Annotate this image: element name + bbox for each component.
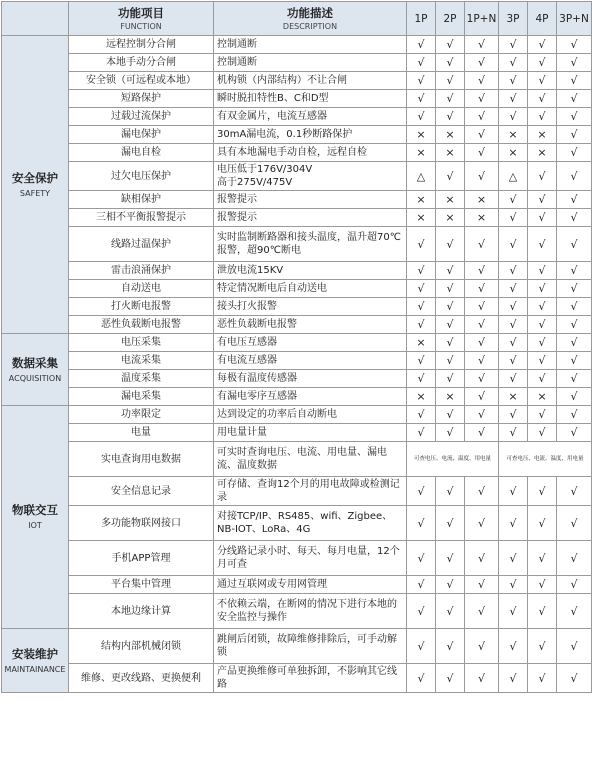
function-item: 线路过温保护 — [69, 227, 214, 262]
support-mark: √ — [528, 162, 557, 191]
category-cell — [2, 334, 69, 406]
support-mark: √ — [436, 664, 465, 693]
support-mark: √ — [528, 316, 557, 334]
function-item: 远程控制分合闸 — [69, 36, 214, 54]
function-description: 控制通断 — [214, 54, 407, 72]
function-item: 手机APP管理 — [69, 541, 214, 576]
function-description: 电压低于176V/304V 高于275V/475V — [214, 162, 407, 191]
support-mark: × — [528, 388, 557, 406]
function-item: 短路保护 — [69, 90, 214, 108]
table-row — [2, 144, 592, 162]
support-mark: × — [407, 388, 436, 406]
function-description: 瞬时脱扣特性B、C和D型 — [214, 90, 407, 108]
support-mark: √ — [557, 54, 592, 72]
support-mark: √ — [465, 54, 499, 72]
support-mark: √ — [528, 477, 557, 506]
support-mark: √ — [499, 298, 528, 316]
support-mark: √ — [436, 477, 465, 506]
header-col-1p: 1P — [407, 2, 436, 36]
support-mark: √ — [465, 334, 499, 352]
support-note: 可查电压、电流、温度、用电量 — [407, 442, 499, 477]
support-mark: √ — [557, 298, 592, 316]
support-mark: √ — [499, 72, 528, 90]
function-item: 电量 — [69, 424, 214, 442]
support-mark: √ — [436, 406, 465, 424]
function-description: 有电压互感器 — [214, 334, 407, 352]
support-mark: √ — [407, 477, 436, 506]
table-row — [2, 227, 592, 262]
table-row — [2, 370, 592, 388]
function-item: 三相不平衡报警提示 — [69, 209, 214, 227]
support-mark: √ — [557, 594, 592, 629]
support-mark: √ — [557, 370, 592, 388]
table-body — [2, 36, 592, 693]
support-mark: √ — [557, 227, 592, 262]
function-description: 用电量计量 — [214, 424, 407, 442]
function-description: 可存储、查询12个月的用电故障或检测记录 — [214, 477, 407, 506]
support-mark: √ — [499, 506, 528, 541]
support-mark: √ — [436, 541, 465, 576]
function-description: 分线路记录小时、每天、每月电量，12个月可查 — [214, 541, 407, 576]
support-mark: √ — [557, 209, 592, 227]
support-mark: √ — [407, 370, 436, 388]
support-mark: √ — [499, 191, 528, 209]
support-mark: √ — [499, 36, 528, 54]
support-mark: √ — [499, 352, 528, 370]
support-mark: √ — [528, 90, 557, 108]
function-item: 过载过流保护 — [69, 108, 214, 126]
support-mark: √ — [557, 664, 592, 693]
support-mark: √ — [436, 334, 465, 352]
support-mark: √ — [557, 388, 592, 406]
table-row — [2, 262, 592, 280]
category-cell — [2, 406, 69, 629]
support-mark: √ — [499, 209, 528, 227]
table-row — [2, 664, 592, 693]
support-mark: √ — [436, 370, 465, 388]
function-item: 电流采集 — [69, 352, 214, 370]
support-mark: × — [528, 126, 557, 144]
support-mark: √ — [528, 424, 557, 442]
support-mark: √ — [436, 280, 465, 298]
support-mark: √ — [499, 262, 528, 280]
category-name-en: IOT — [28, 521, 42, 530]
support-mark: √ — [499, 370, 528, 388]
support-mark: √ — [407, 406, 436, 424]
function-description: 有双金属片，电流互感器 — [214, 108, 407, 126]
header-description-zh: 功能描述 — [287, 5, 333, 20]
support-mark: √ — [436, 506, 465, 541]
table-row — [2, 406, 592, 424]
function-description: 报警提示 — [214, 209, 407, 227]
support-mark: × — [436, 191, 465, 209]
support-mark: √ — [557, 191, 592, 209]
support-mark: √ — [407, 108, 436, 126]
support-mark: √ — [465, 126, 499, 144]
table-row — [2, 280, 592, 298]
function-description: 通过互联网或专用网管理 — [214, 576, 407, 594]
support-mark: √ — [499, 424, 528, 442]
support-mark: × — [436, 144, 465, 162]
support-mark: √ — [528, 370, 557, 388]
table-row — [2, 126, 592, 144]
function-item: 平台集中管理 — [69, 576, 214, 594]
support-mark: √ — [557, 280, 592, 298]
category-name-en: ACQUISITION — [8, 373, 62, 383]
function-description: 具有本地漏电手动自检，远程自检 — [214, 144, 407, 162]
support-mark: √ — [499, 629, 528, 664]
support-mark: √ — [407, 576, 436, 594]
support-mark: √ — [436, 316, 465, 334]
function-description: 特定情况断电后自动送电 — [214, 280, 407, 298]
support-mark: √ — [528, 191, 557, 209]
function-description: 控制通断 — [214, 36, 407, 54]
support-mark: √ — [557, 506, 592, 541]
category-cell — [2, 629, 69, 693]
support-mark: √ — [528, 298, 557, 316]
support-mark: √ — [407, 541, 436, 576]
support-mark: √ — [499, 406, 528, 424]
support-mark: √ — [557, 72, 592, 90]
header-col-1pn: 1P+N — [465, 2, 499, 36]
support-mark: × — [436, 388, 465, 406]
support-mark: √ — [465, 506, 499, 541]
support-mark: √ — [557, 541, 592, 576]
table-row — [2, 209, 592, 227]
function-description: 达到设定的功率后自动断电 — [214, 406, 407, 424]
header-function-zh: 功能项目 — [118, 5, 164, 20]
support-mark: √ — [436, 54, 465, 72]
table-row — [2, 424, 592, 442]
support-mark: √ — [528, 541, 557, 576]
support-mark: × — [407, 334, 436, 352]
support-mark: × — [465, 191, 499, 209]
function-table — [1, 1, 592, 693]
support-mark: √ — [436, 227, 465, 262]
support-mark: √ — [465, 162, 499, 191]
table-row — [2, 316, 592, 334]
support-mark: √ — [407, 54, 436, 72]
support-mark: √ — [557, 576, 592, 594]
support-mark: √ — [465, 352, 499, 370]
support-mark: √ — [528, 108, 557, 126]
function-description: 恶性负载断电报警 — [214, 316, 407, 334]
function-description: 不依赖云端，在断网的情况下进行本地的安全监控与操作 — [214, 594, 407, 629]
function-description: 有电流互感器 — [214, 352, 407, 370]
table-row — [2, 108, 592, 126]
header-col-3p: 3P — [499, 2, 528, 36]
function-description: 30mA漏电流，0.1秒断路保护 — [214, 126, 407, 144]
table-row — [2, 298, 592, 316]
support-mark: √ — [465, 388, 499, 406]
support-mark: √ — [557, 90, 592, 108]
table-row — [2, 629, 592, 664]
header-col-3pn: 3P+N — [557, 2, 592, 36]
function-item: 打火断电报警 — [69, 298, 214, 316]
function-item: 本地手动分合闸 — [69, 54, 214, 72]
support-mark: √ — [499, 316, 528, 334]
support-mark: √ — [436, 629, 465, 664]
function-description: 实时监制断路器和接头温度，温升超70℃报警，超90℃断电 — [214, 227, 407, 262]
support-mark: √ — [465, 664, 499, 693]
function-description: 跳闸后闭锁，故障维修排除后，可手动解锁 — [214, 629, 407, 664]
support-mark: √ — [499, 90, 528, 108]
support-mark: √ — [465, 144, 499, 162]
support-mark: √ — [499, 664, 528, 693]
support-mark: √ — [465, 262, 499, 280]
support-mark: × — [499, 126, 528, 144]
support-mark: √ — [407, 36, 436, 54]
category-name-zh: 数据采集 — [12, 355, 58, 370]
support-mark: √ — [465, 424, 499, 442]
support-mark: × — [436, 126, 465, 144]
support-mark: √ — [528, 280, 557, 298]
header-col-2p: 2P — [436, 2, 465, 36]
support-mark: √ — [436, 594, 465, 629]
support-mark: √ — [407, 262, 436, 280]
support-mark: √ — [436, 90, 465, 108]
function-description: 泄放电流15KV — [214, 262, 407, 280]
support-mark: √ — [465, 298, 499, 316]
support-mark: × — [528, 144, 557, 162]
support-mark: √ — [499, 108, 528, 126]
support-mark: √ — [499, 280, 528, 298]
support-mark: × — [407, 191, 436, 209]
table-row — [2, 54, 592, 72]
support-mark: √ — [465, 477, 499, 506]
support-mark: × — [499, 388, 528, 406]
function-item: 温度采集 — [69, 370, 214, 388]
support-mark: × — [407, 126, 436, 144]
support-mark: √ — [436, 262, 465, 280]
function-item: 漏电自检 — [69, 144, 214, 162]
support-mark: √ — [436, 36, 465, 54]
header-function-en: FUNCTION — [120, 21, 162, 31]
support-mark: √ — [557, 144, 592, 162]
support-mark: √ — [436, 298, 465, 316]
function-item: 雷击浪涌保护 — [69, 262, 214, 280]
support-mark: √ — [407, 72, 436, 90]
table-row — [2, 388, 592, 406]
table-row — [2, 90, 592, 108]
function-description: 接头打火报警 — [214, 298, 407, 316]
support-mark: √ — [465, 227, 499, 262]
header-function — [69, 2, 214, 36]
support-mark: √ — [407, 280, 436, 298]
support-mark: √ — [465, 108, 499, 126]
category-cell — [2, 36, 69, 334]
support-mark: √ — [557, 126, 592, 144]
support-mark: √ — [557, 316, 592, 334]
function-item: 过欠电压保护 — [69, 162, 214, 191]
support-mark: √ — [528, 629, 557, 664]
support-mark: √ — [557, 352, 592, 370]
category-name-zh: 安全保护 — [12, 170, 58, 185]
support-mark: √ — [528, 576, 557, 594]
support-mark: √ — [528, 209, 557, 227]
support-mark: √ — [499, 477, 528, 506]
support-mark: √ — [465, 541, 499, 576]
table-row — [2, 352, 592, 370]
support-mark: √ — [465, 629, 499, 664]
support-mark: √ — [499, 541, 528, 576]
header-description — [214, 2, 407, 36]
support-mark: √ — [407, 629, 436, 664]
function-item: 安全锁（可远程或本地） — [69, 72, 214, 90]
support-mark: √ — [528, 664, 557, 693]
function-item: 维修、更改线路、更换便利 — [69, 664, 214, 693]
support-mark: √ — [465, 576, 499, 594]
support-mark: √ — [557, 424, 592, 442]
category-name-en: SAFETY — [19, 188, 51, 198]
support-mark: √ — [436, 162, 465, 191]
support-mark: √ — [557, 108, 592, 126]
support-note: 可查电压、电流、温度、用电量 — [499, 442, 592, 477]
function-item: 电压采集 — [69, 334, 214, 352]
support-mark: √ — [557, 477, 592, 506]
support-mark: √ — [465, 72, 499, 90]
function-description: 可实时查询电压、电流、用电量、漏电流、温度数据 — [214, 442, 407, 477]
table-row — [2, 442, 592, 477]
category-name-zh: 安装维护 — [12, 646, 58, 661]
support-mark: √ — [557, 334, 592, 352]
function-item: 本地边缘计算 — [69, 594, 214, 629]
table-row — [2, 506, 592, 541]
header-col-4p: 4P — [528, 2, 557, 36]
support-mark: √ — [436, 576, 465, 594]
function-item: 恶性负载断电报警 — [69, 316, 214, 334]
support-mark: √ — [407, 227, 436, 262]
support-mark: × — [499, 144, 528, 162]
support-mark: √ — [436, 352, 465, 370]
support-mark: √ — [465, 90, 499, 108]
table-row — [2, 576, 592, 594]
support-mark: √ — [465, 36, 499, 54]
support-mark: × — [407, 144, 436, 162]
support-mark: √ — [407, 424, 436, 442]
function-item: 漏电采集 — [69, 388, 214, 406]
support-mark: √ — [407, 664, 436, 693]
support-mark: √ — [465, 370, 499, 388]
support-mark: √ — [407, 298, 436, 316]
function-item: 功率限定 — [69, 406, 214, 424]
function-item: 安全信息记录 — [69, 477, 214, 506]
table-header-row — [2, 2, 592, 36]
support-mark: √ — [557, 262, 592, 280]
support-mark: √ — [407, 316, 436, 334]
support-mark: √ — [407, 506, 436, 541]
support-mark: √ — [436, 72, 465, 90]
table-row — [2, 162, 592, 191]
support-mark: √ — [528, 506, 557, 541]
support-mark: √ — [407, 90, 436, 108]
support-mark: √ — [557, 36, 592, 54]
support-mark: √ — [528, 594, 557, 629]
support-mark: √ — [465, 406, 499, 424]
support-mark: √ — [528, 54, 557, 72]
support-mark: √ — [465, 594, 499, 629]
support-mark: √ — [528, 334, 557, 352]
support-mark: √ — [499, 334, 528, 352]
function-description: 机构锁（内部结构）不让合闸 — [214, 72, 407, 90]
support-mark: √ — [528, 36, 557, 54]
function-description: 产品更换维修可单独拆卸，不影响其它线路 — [214, 664, 407, 693]
support-mark: √ — [465, 280, 499, 298]
support-mark: √ — [528, 352, 557, 370]
function-item: 自动送电 — [69, 280, 214, 298]
table-row — [2, 594, 592, 629]
support-mark: √ — [407, 594, 436, 629]
table-row — [2, 334, 592, 352]
support-mark: √ — [557, 162, 592, 191]
support-mark: × — [465, 209, 499, 227]
support-mark: √ — [557, 629, 592, 664]
support-mark: √ — [499, 54, 528, 72]
support-mark: √ — [499, 227, 528, 262]
header-blank — [2, 2, 69, 36]
support-mark: × — [436, 209, 465, 227]
table-row — [2, 541, 592, 576]
support-mark: √ — [528, 406, 557, 424]
function-description: 报警提示 — [214, 191, 407, 209]
table-row — [2, 191, 592, 209]
function-item: 多功能物联网接口 — [69, 506, 214, 541]
table-row — [2, 477, 592, 506]
category-name-zh: 物联交互 — [12, 503, 58, 517]
function-item: 实电查询用电数据 — [69, 442, 214, 477]
table-row — [2, 72, 592, 90]
function-item: 结构内部机械闭锁 — [69, 629, 214, 664]
support-mark: △ — [407, 162, 436, 191]
support-mark: √ — [557, 406, 592, 424]
function-item: 漏电保护 — [69, 126, 214, 144]
support-mark: √ — [499, 576, 528, 594]
support-mark: √ — [499, 594, 528, 629]
support-mark: √ — [465, 316, 499, 334]
category-name-en: MAINTAINANCE — [4, 664, 66, 674]
support-mark: √ — [407, 352, 436, 370]
function-description: 每极有温度传感器 — [214, 370, 407, 388]
function-description: 有漏电零序互感器 — [214, 388, 407, 406]
function-item: 缺相保护 — [69, 191, 214, 209]
support-mark: √ — [436, 108, 465, 126]
support-mark: √ — [528, 262, 557, 280]
support-mark: √ — [528, 72, 557, 90]
header-description-en: DESCRIPTION — [282, 21, 338, 31]
support-mark: √ — [528, 227, 557, 262]
support-mark: △ — [499, 162, 528, 191]
table-row — [2, 36, 592, 54]
function-description: 对接TCP/IP、RS485、wifi、Zigbee、NB-IOT、LoRa、4G — [214, 506, 407, 541]
support-mark: √ — [436, 424, 465, 442]
support-mark: × — [407, 209, 436, 227]
